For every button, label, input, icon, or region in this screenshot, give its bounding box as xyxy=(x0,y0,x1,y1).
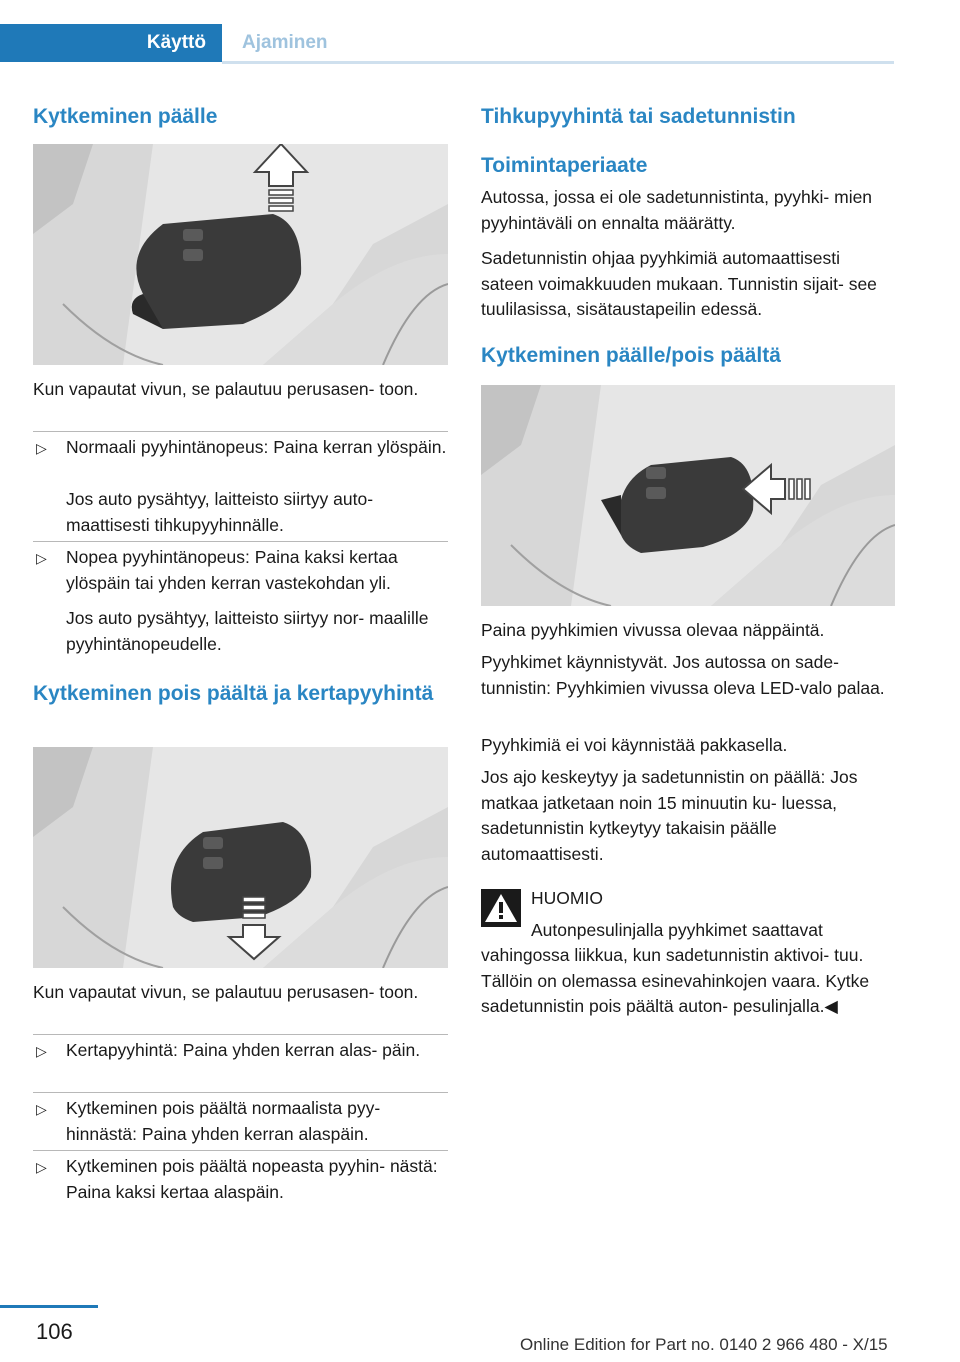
list-item-off-fast: Kytkeminen pois päältä nopeasta pyyhin‐ nästä: Paina kaksi kertaa alaspäin. xyxy=(66,1156,438,1202)
heading-switch-off: Kytkeminen pois päältä ja kertapyyhintä xyxy=(33,682,434,705)
divider xyxy=(33,1034,448,1035)
warning-text: vahingossa liikkua, kun sadetunnistin aktivoi‐ tuu. Tällöin on olemassa esinevahinkojen vaara. Kytke sadetunnistin pois päältä auton‐ pesulinjalla.◀ xyxy=(481,945,870,1016)
list-item-off-normal: Kytkeminen pois päältä normaalista pyy‐ hinnästä: Paina yhden kerran alaspäin. xyxy=(66,1098,381,1144)
bullet-triangle-icon: ▷ xyxy=(36,1159,47,1175)
page-number: 106 xyxy=(36,1319,73,1344)
list-item-normal-speed: Normaali pyyhintänopeus: Paina kerran ylöspäin. xyxy=(66,437,447,457)
warning-icon xyxy=(481,889,521,927)
header-rule xyxy=(222,61,894,64)
warning-title: HUOMIO xyxy=(531,888,603,908)
list-item-single-wipe: Kertapyyhintä: Paina yhden kerran alas‐ päin. xyxy=(66,1040,421,1060)
bullet-triangle-icon: ▷ xyxy=(36,440,47,456)
lever-down-illustration xyxy=(33,747,448,968)
para-no-sensor: Autossa, jossa ei ole sadetunnistinta, pyyhki‐ mien pyyhintäväli on ennalta määrätty. xyxy=(481,187,873,233)
divider xyxy=(33,1150,448,1151)
bullet-triangle-icon: ▷ xyxy=(36,1043,47,1059)
header-tabs xyxy=(0,24,894,62)
para-frost: Pyyhkimiä ei voi käynnistää pakkasella. xyxy=(481,735,788,755)
footer-rule xyxy=(0,1305,98,1308)
list-item-fast-speed-note: Jos auto pysähtyy, laitteisto siirtyy nor‐ maalille pyyhintänopeudelle. xyxy=(66,608,429,654)
divider xyxy=(33,431,448,432)
subheading-principle: Toimintaperiaate xyxy=(481,154,648,177)
para-press-button: Paina pyyhkimien vivussa olevaa näppäintä. xyxy=(481,620,825,640)
divider xyxy=(33,1092,448,1093)
para-restart: Jos ajo keskeytyy ja sadetunnistin on päällä: Jos matkaa jatketaan noin 15 minuutin ku‐ luessa, sadetunnistin kytkeytyy takaisin päälle automaattisesti. xyxy=(481,767,858,864)
warning-line-1: Autonpesulinjalla pyyhkimet saattavat xyxy=(531,920,823,940)
figure-lever-up xyxy=(33,144,448,365)
heading-switch-on: Kytkeminen päälle xyxy=(33,105,218,128)
heading-intermittent: Tihkupyyhintä tai sadetunnistin xyxy=(481,105,796,128)
bullet-triangle-icon: ▷ xyxy=(36,550,47,566)
divider xyxy=(33,541,448,542)
tab-ajaminen[interactable]: Ajaminen xyxy=(242,32,328,53)
lever-up-illustration xyxy=(33,144,448,365)
bullet-triangle-icon: ▷ xyxy=(36,1101,47,1117)
figure-lever-down xyxy=(33,747,448,968)
footer-edition: Online Edition for Part no. 0140 2 966 480 - X/15 xyxy=(520,1335,888,1354)
para-wipers-start: Pyyhkimet käynnistyvät. Jos autossa on sade‐ tunnistin: Pyyhkimien vivussa oleva LED-valo palaa. xyxy=(481,652,885,698)
list-item-fast-speed: Nopea pyyhintänopeus: Paina kaksi kertaa ylöspäin tai yhden kerran vastekohdan yli. xyxy=(66,547,398,593)
tab-kaytto[interactable]: Käyttö xyxy=(0,24,222,62)
list-item-normal-speed-note: Jos auto pysähtyy, laitteisto siirtyy auto‐ maattisesti tihkupyyhinnälle. xyxy=(66,489,374,535)
caption-return-1: Kun vapautat vivun, se palautuu perusasen‐ toon. xyxy=(33,379,419,399)
figure-lever-button xyxy=(481,385,895,606)
heading-switch-on-off: Kytkeminen päälle/pois päältä xyxy=(481,344,781,367)
caption-return-2: Kun vapautat vivun, se palautuu perusasen‐ toon. xyxy=(33,982,419,1002)
lever-button-illustration xyxy=(481,385,895,606)
para-sensor-control: Sadetunnistin ohjaa pyyhkimiä automaattisesti sateen voimakkuuden mukaan. Tunnistin sijait‐ see tuulilasissa, sisätaustapeilin edessä. xyxy=(481,248,877,319)
